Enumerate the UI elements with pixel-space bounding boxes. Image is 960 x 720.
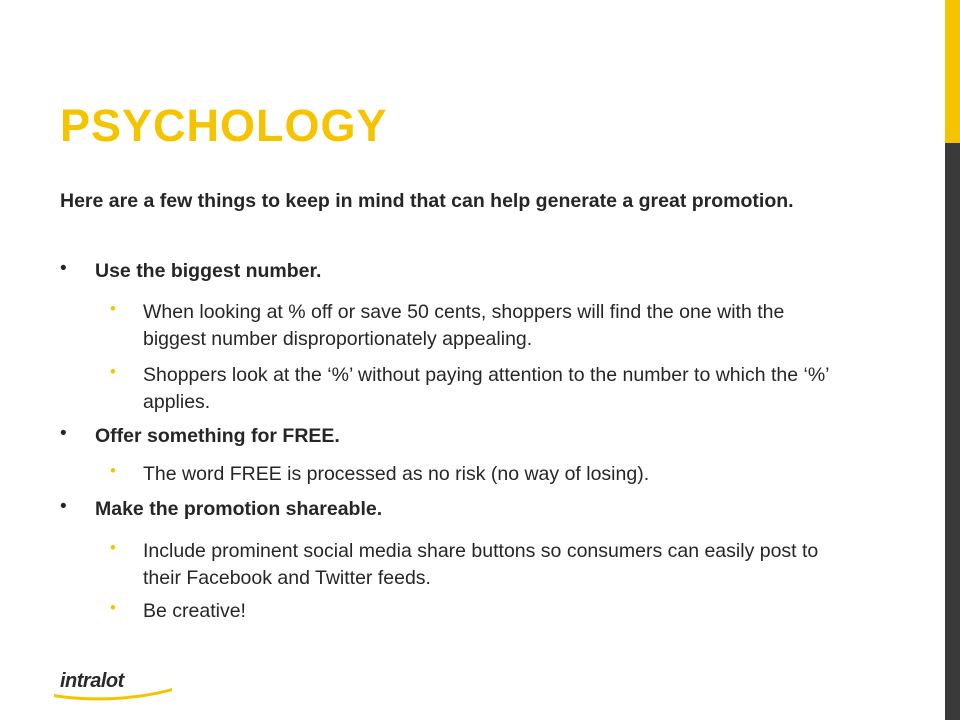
subpoint-text: Include prominent social media share buttons so consumers can easily post to their Facebook and Twitter feeds. bbox=[143, 540, 819, 589]
bullet-icon: • bbox=[110, 538, 116, 557]
bullet-icon: • bbox=[110, 461, 116, 480]
intro-text: Here are a few things to keep in mind that can help generate a great promotion. bbox=[60, 190, 794, 212]
side-accent-stripe bbox=[945, 0, 960, 143]
subpoint-text: Shoppers look at the ‘%’ without paying attention to the number to which the ‘%’ applies. bbox=[143, 364, 829, 413]
bullet-icon: • bbox=[60, 496, 67, 517]
point-text: Use the biggest number. bbox=[95, 260, 322, 282]
bullet-icon: • bbox=[110, 299, 116, 318]
slide-title: PSYCHOLOGY bbox=[60, 100, 388, 151]
subpoint-text: When looking at % off or save 50 cents, shoppers will find the one with the biggest number disproportionately appealing. bbox=[143, 301, 785, 350]
bullet-icon: • bbox=[110, 362, 116, 381]
point-text: Offer something for FREE. bbox=[95, 425, 340, 447]
intralot-logo bbox=[48, 660, 178, 706]
subpoint-text: Be creative! bbox=[143, 600, 246, 622]
bullet-icon: • bbox=[110, 598, 116, 617]
bullet-icon: • bbox=[60, 258, 67, 279]
point-text: Make the promotion shareable. bbox=[95, 498, 383, 520]
side-decoration-bar bbox=[945, 0, 960, 720]
bullet-icon: • bbox=[60, 423, 67, 444]
subpoint-text: The word FREE is processed as no risk (no way of losing). bbox=[143, 463, 650, 485]
logo-text: intralot bbox=[60, 670, 124, 692]
